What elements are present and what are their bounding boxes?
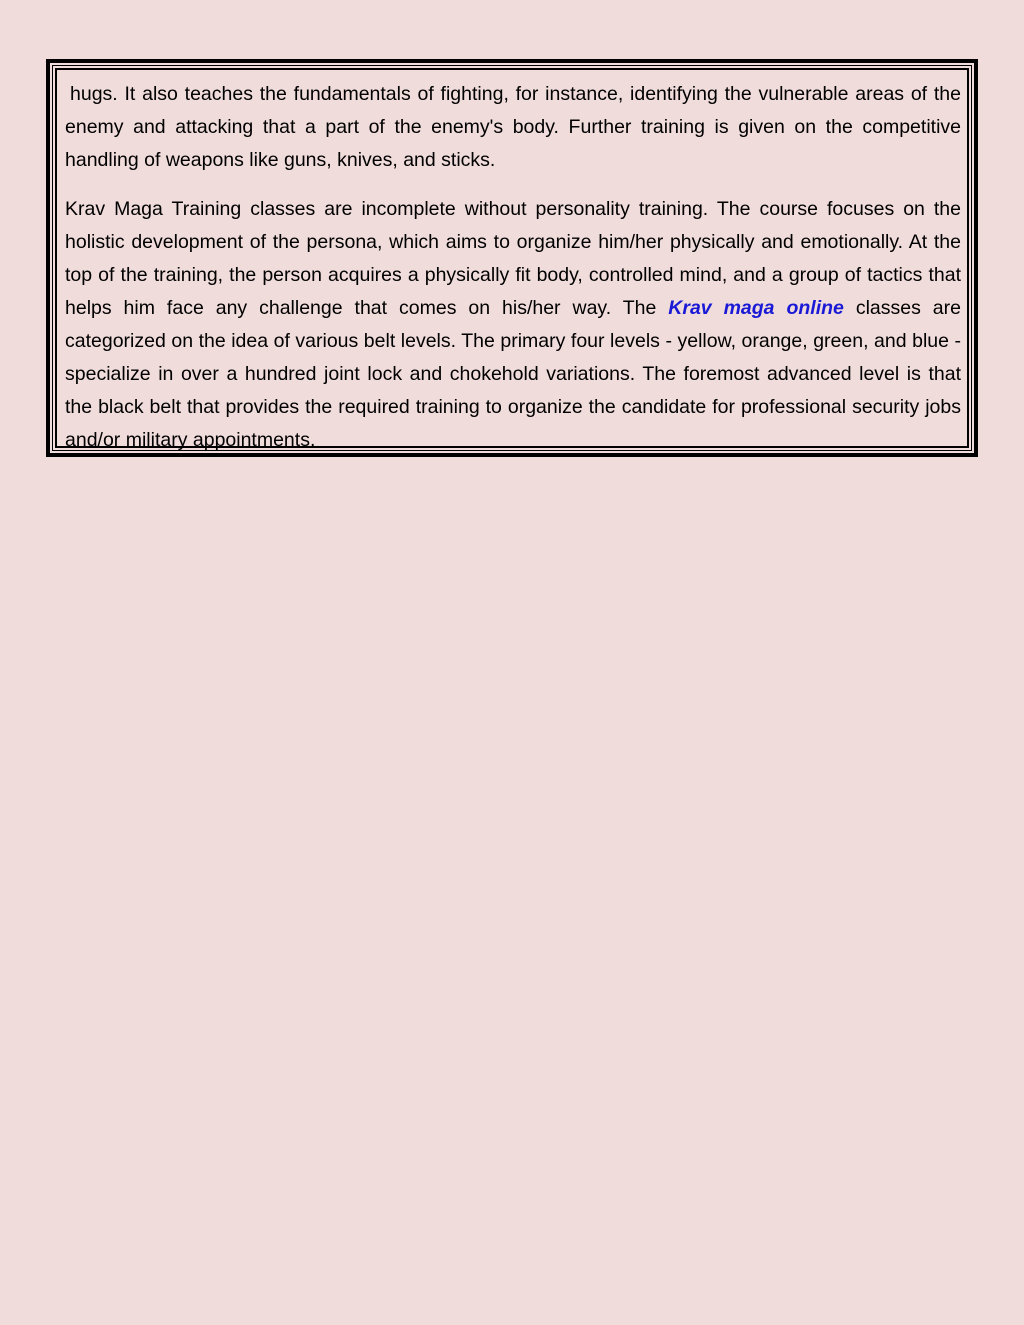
krav-maga-online-link[interactable]: Krav maga online xyxy=(668,297,844,319)
text-box-content xyxy=(65,78,961,457)
frame-inner-border xyxy=(55,68,969,451)
text-box-frame xyxy=(46,59,978,457)
frame-middle-border xyxy=(52,65,972,451)
paragraph-2-rest: classes are categorized on the idea of various belt levels. The primary four levels - yellow, orange, green, and blue - specialize in over a hundred joint lock and chokehold variations. The foremost advanced level is that the black belt that provides the required training to organize the candidate for professional security jobs and/or military appointments. xyxy=(65,297,961,451)
paragraph-2 xyxy=(65,193,961,457)
paragraph-2-intro: Krav Maga Training classes are incomplete without personality training. The course focuses on the holistic development of the persona, which aims to organize him/her physically and emotionally. At the top of the training, the person acquires a physically fit body, controlled mind, and a group of tactics that helps him face any challenge that comes on his/her way. The xyxy=(65,198,961,319)
paragraph-1: hugs. It also teaches the fundamentals of fighting, for instance, identifying the vulnerable areas of the enemy and attacking that a part of the enemy's body. Further training is given on the competitive handling of weapons like guns, knives, and sticks. xyxy=(65,83,961,171)
